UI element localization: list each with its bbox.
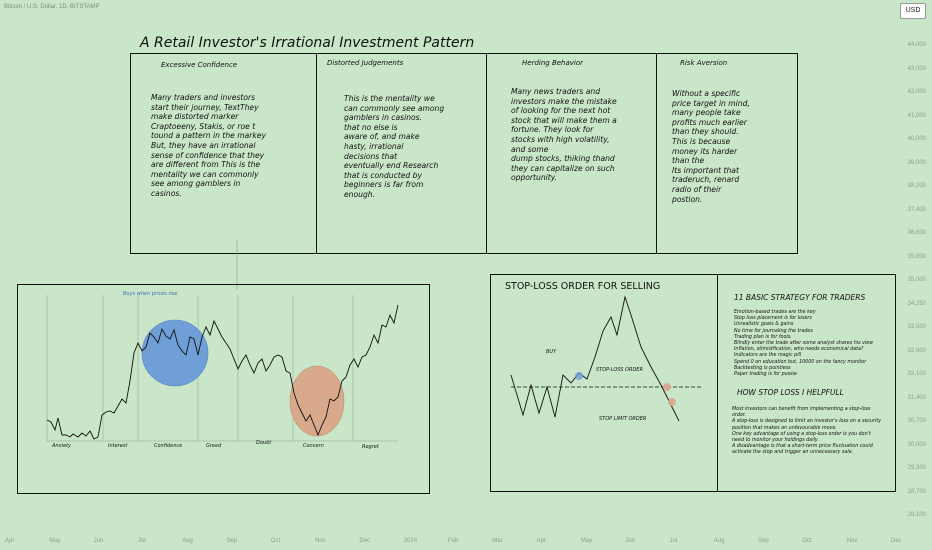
time-tick: Dec bbox=[891, 538, 902, 544]
heading-risk-aversion: Risk Aversion bbox=[680, 59, 728, 67]
price-tick: 42,000 bbox=[907, 89, 926, 95]
price-tick: 41,000 bbox=[907, 112, 926, 119]
buy-marker bbox=[575, 372, 583, 380]
time-tick: Apr bbox=[5, 538, 15, 544]
stop-limit-label: STOP LIMIT ORDER bbox=[599, 416, 647, 422]
market-cycle-chart bbox=[17, 284, 430, 494]
price-tick: 35,800 bbox=[907, 253, 926, 260]
buys-annotation: Buys when prices rise bbox=[123, 291, 178, 297]
price-tick: 39,000 bbox=[907, 159, 926, 166]
time-tick: Aug bbox=[182, 538, 193, 544]
price-tick: 30,000 bbox=[907, 441, 926, 448]
heading-herding-behavior: Herding Behavior bbox=[522, 59, 584, 67]
time-tick: Nov bbox=[315, 538, 326, 544]
price-tick: 28,700 bbox=[907, 488, 926, 495]
limit-marker bbox=[668, 398, 676, 406]
time-tick: Jun bbox=[625, 538, 635, 544]
time-tick: Jun bbox=[93, 538, 104, 544]
time-tick: May bbox=[49, 538, 61, 544]
price-tick: 36,600 bbox=[907, 230, 926, 236]
text-risk-aversion: Without a specific price target in mind, many people take profits much earlier than they should. This is because money its harder than the Its important that traderuch, renard radio of their postion. bbox=[672, 89, 750, 204]
price-tick: 32,100 bbox=[907, 371, 926, 377]
price-tick: 40,000 bbox=[907, 136, 926, 142]
price-line bbox=[511, 297, 679, 421]
cycle-graph bbox=[18, 285, 431, 495]
sentiment-line bbox=[47, 305, 398, 439]
price-tick: 32,800 bbox=[907, 347, 926, 354]
concern-circle bbox=[290, 366, 344, 436]
stage-interest: Interest bbox=[108, 443, 128, 449]
time-tick: Feb bbox=[448, 538, 459, 544]
time-tick: Nov bbox=[846, 538, 858, 544]
heading-excessive-confidence: Excessive Confidence bbox=[161, 61, 238, 69]
time-tick: Aug bbox=[713, 538, 725, 544]
time-tick: Dec bbox=[359, 538, 371, 544]
price-tick: 38,200 bbox=[907, 183, 926, 189]
price-tick: 30,700 bbox=[907, 418, 926, 424]
time-tick: 2024 bbox=[403, 538, 418, 544]
strategy-title: 11 BASIC STRATEGY FOR TRADERS bbox=[734, 293, 866, 302]
strategy-list: Emotion-based trades are the key Stop loss placement is for losers Unrealistic goals & gains No time for journaling the trades Trading plan is for fools. Blindly enter the trade after some analyst shares his view Inflation, stimistfication, who needs economical data? Indicators are the magic pill Spend 0 on education but, 10000 on the fancy monitor Backtesting is pointless Paper trading is for pussie bbox=[734, 310, 874, 378]
time-tick: Apr bbox=[536, 538, 546, 544]
stage-regret: Regret bbox=[362, 444, 379, 450]
price-tick: 28,100 bbox=[907, 512, 926, 518]
stage-concern: Concern bbox=[303, 443, 324, 449]
stoploss-graph bbox=[491, 275, 717, 493]
time-tick: May bbox=[580, 538, 593, 544]
price-tick: 34,250 bbox=[907, 300, 926, 307]
price-tick: 43,000 bbox=[907, 65, 926, 72]
help-title: HOW STOP LOSS I HELPFULL bbox=[737, 388, 844, 397]
text-distorted-judgements: This is the mentality we can commonly see among gamblers in casinos. that no else is aware of, and make hasty, irrational decisions that eventually end Research that is conducted by beginners is far from enough. bbox=[344, 94, 445, 199]
price-tick: 37,400 bbox=[907, 206, 926, 213]
time-tick: Mar bbox=[492, 538, 503, 544]
text-excessive-confidence: Many traders and investors start their journey, TextThey make distorted marker Craptoeeny, Stakis, or roe t tound a pattern in the markey But, they have an irrational sense of confidence that they are different from This is the mentality we can commonly see among gamblers in casinos. bbox=[151, 93, 266, 198]
time-tick: Oct bbox=[270, 538, 281, 544]
stage-doubt: Doubt bbox=[256, 440, 272, 446]
symbol-title: Bitcoin / U.S. Dollar, 1D, BITSTAMP bbox=[4, 4, 100, 10]
time-tick: Jul bbox=[137, 538, 146, 544]
buy-label: BUY bbox=[546, 349, 557, 355]
stoploss-panel bbox=[490, 274, 896, 492]
time-tick: Sep bbox=[226, 538, 238, 544]
price-tick: 35,000 bbox=[907, 277, 926, 283]
stage-confidence: Confidence bbox=[154, 443, 183, 449]
currency-button[interactable]: USD bbox=[900, 3, 926, 19]
text-herding-behavior: Many news traders and investors make the mistake of looking for the next hot stock that will make them a fortune. They look for stocks with high volatility, and some dump stocks, thiking thand they can capitalize on such opportunity. bbox=[511, 87, 617, 183]
price-tick: 29,300 bbox=[907, 465, 926, 471]
stage-greed: Greed bbox=[206, 443, 222, 449]
price-tick: 31,400 bbox=[907, 394, 926, 401]
stop-marker bbox=[663, 383, 671, 391]
stoploss-order-label: STOP-LOSS ORDER bbox=[596, 367, 643, 373]
help-text: Most investors can benefit from implementing a stop-loss order. A stop-loss is designed to limit an investor's loss on a security position that makes an unfavourable move. One key advantage of using a stop-loss order is you don't need to monitor your holdings daily. A disadvantage is that a short-term price fluctuation could activate the stop and trigger an unnecessary sale. bbox=[732, 407, 882, 456]
price-tick: 44,000 bbox=[907, 42, 926, 48]
time-tick: Jul bbox=[669, 538, 678, 544]
stoploss-title: STOP-LOSS ORDER FOR SELLING bbox=[505, 281, 661, 292]
price-tick: 33,500 bbox=[907, 324, 926, 330]
page-title: A Retail Investor's Irrational Investment Pattern bbox=[140, 35, 475, 51]
time-tick: Sep bbox=[758, 538, 769, 544]
time-tick: Oct bbox=[802, 538, 812, 544]
panel-divider bbox=[717, 275, 718, 491]
heading-distorted-judgements: Distorted Judgements bbox=[327, 59, 404, 67]
stage-anxiety: Anxiety bbox=[52, 443, 71, 449]
